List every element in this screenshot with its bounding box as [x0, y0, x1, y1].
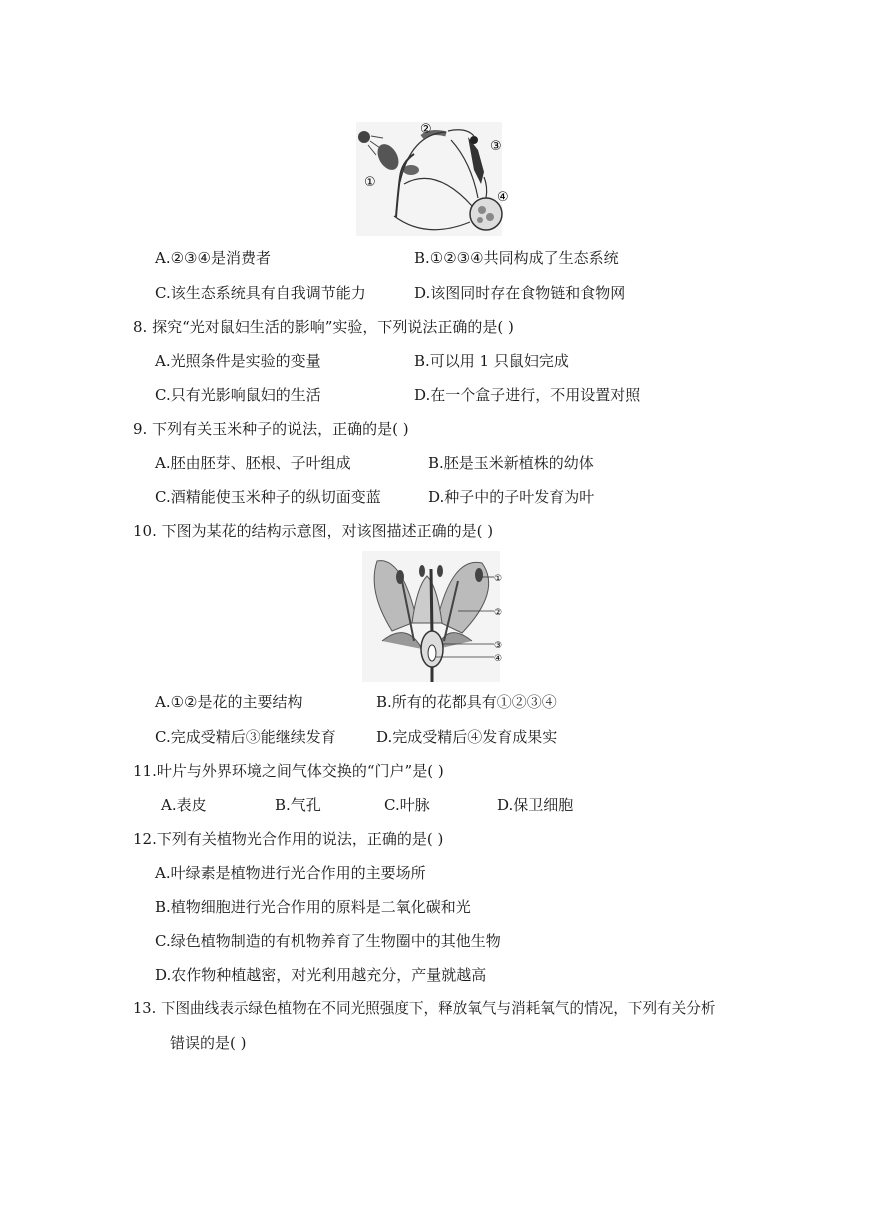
- flower-label-3: ③: [494, 641, 503, 651]
- q9-option-a: A.胚由胚芽、胚根、子叶组成: [155, 454, 351, 472]
- q9-stem: 9. 下列有关玉米种子的说法，正确的是( ): [133, 420, 409, 438]
- q11-stem: 11.叶片与外界环境之间气体交换的“门户”是( ): [133, 762, 444, 780]
- q13-stem-line1: 13. 下图曲线表示绿色植物在不同光照强度下，释放氧气与消耗氧气的情况，下列有关分析: [133, 1000, 716, 1017]
- flower-label-1: ①: [494, 574, 503, 584]
- q13-stem-line2: 错误的是( ): [170, 1034, 247, 1052]
- q8-option-d: D.在一个盒子进行，不用设置对照: [414, 386, 641, 404]
- sun-icon: [358, 131, 370, 143]
- plant-stem-icon: [396, 154, 414, 217]
- q8-option-c: C.只有光影响鼠妇的生活: [155, 386, 321, 404]
- q9-option-d: D.种子中的子叶发育为叶: [428, 488, 595, 506]
- q10-option-b: B.所有的花都具有①②③④: [376, 693, 557, 711]
- q10-stem: 10. 下图为某花的结构示意图，对该图描述正确的是( ): [133, 522, 494, 540]
- q11-option-d: D.保卫细胞: [497, 796, 574, 814]
- q11-option-a: A.表皮: [161, 796, 207, 814]
- pistil-icon: [431, 569, 432, 636]
- q9-option-c: C.酒精能使玉米种子的纵切面变蓝: [155, 488, 381, 506]
- leaf-icon: [373, 140, 403, 173]
- q12-option-d: D.农作物种植越密，对光利用越充分，产量就越高: [155, 966, 487, 984]
- q8-stem: 8. 探究“光对鼠妇生活的影响”实验，下列说法正确的是( ): [133, 318, 514, 336]
- label-2: ②: [420, 122, 432, 137]
- q12-stem: 12.下列有关植物光合作用的说法，正确的是( ): [133, 830, 444, 848]
- q12-option-c: C.绿色植物制造的有机物养育了生物圈中的其他生物: [155, 932, 501, 950]
- flower-figure: [362, 551, 503, 682]
- sepal-icon: [382, 633, 422, 649]
- q9-option-b: B.胚是玉米新植株的幼体: [428, 454, 594, 472]
- bird-icon: [468, 137, 484, 184]
- q11-option-c: C.叶脉: [384, 796, 430, 814]
- flower-label-2: ②: [494, 608, 503, 618]
- label-3: ③: [490, 139, 502, 154]
- q10-option-c: C.完成受精后③能继续发育: [155, 728, 336, 746]
- q8-option-b: B.可以用 1 只鼠妇完成: [414, 352, 569, 370]
- q7-option-c: C.该生态系统具有自我调节能力: [155, 284, 366, 302]
- q11-option-b: B.气孔: [275, 796, 321, 814]
- label-4: ④: [497, 190, 509, 205]
- q12-option-b: B.植物细胞进行光合作用的原料是二氧化碳和光: [155, 898, 471, 916]
- label-1: ①: [364, 175, 376, 190]
- flower-diagram: [362, 551, 503, 682]
- q7-option-a: A.②③④是消费者: [155, 249, 271, 267]
- q10-option-d: D.完成受精后④发育成果实: [376, 728, 558, 746]
- q7-option-b: B.①②③④共同构成了生态系统: [414, 249, 619, 267]
- ecosystem-diagram: [356, 122, 509, 236]
- q7-option-d: D.该图同时存在食物链和食物网: [414, 284, 626, 302]
- q8-option-a: A.光照条件是实验的变量: [155, 352, 321, 370]
- ecosystem-figure: [356, 122, 509, 236]
- q10-option-a: A.①②是花的主要结构: [155, 693, 303, 711]
- flower-label-4: ④: [494, 654, 503, 664]
- q12-option-a: A.叶绿素是植物进行光合作用的主要场所: [155, 864, 426, 882]
